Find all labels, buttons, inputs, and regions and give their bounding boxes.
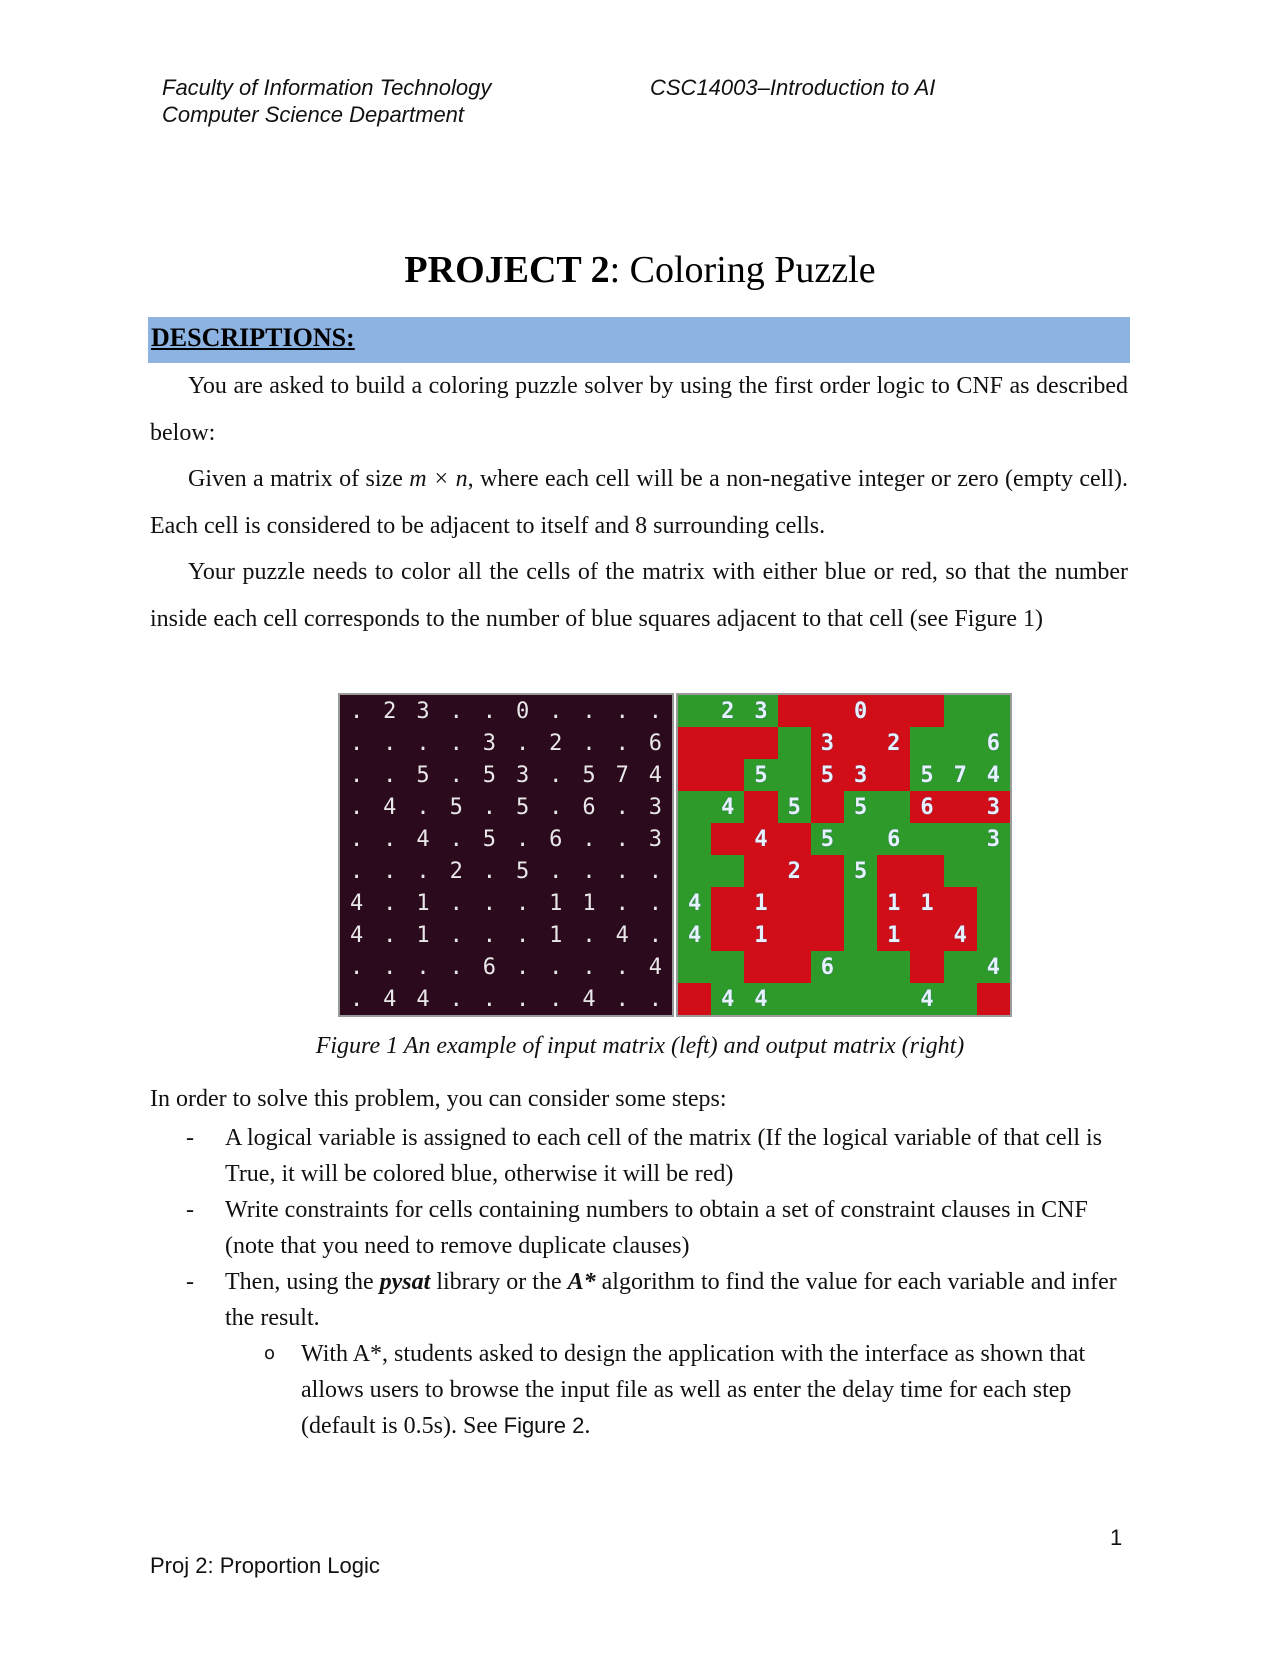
course-name: CSC14003–Introduction to AI (650, 75, 936, 100)
output-cell-blue: 4 (744, 983, 777, 1015)
step-3-text-b: library or the (430, 1269, 568, 1295)
input-cell: . (615, 858, 629, 884)
output-cell-red (944, 887, 977, 919)
paragraph-coloring-text: Your puzzle needs to color all the cells of the matrix with either blue or red, so that the number inside each cell corresponds to the number of blue squares adjacent to that cell (see Figure 1) (150, 559, 1128, 632)
output-cell-blue (910, 727, 943, 759)
input-cell: . (383, 762, 397, 788)
output-cell-blue (778, 759, 811, 791)
input-cell: . (449, 986, 463, 1012)
output-cell-blue (944, 855, 977, 887)
page-title (0, 248, 1280, 292)
input-cell: 4 (416, 986, 430, 1012)
input-cell: 5 (482, 826, 497, 852)
input-cell: . (349, 794, 364, 820)
output-cell-blue (844, 983, 877, 1015)
input-cell: . (648, 922, 663, 948)
output-cell-red (744, 951, 777, 983)
output-cell-red (678, 759, 711, 791)
output-cell-red (778, 695, 811, 727)
input-cell: . (383, 858, 397, 884)
output-cell-blue (944, 951, 977, 983)
output-cell-red (744, 727, 777, 759)
output-cell-red (877, 759, 910, 791)
input-cell: . (515, 730, 530, 756)
output-cell-blue (977, 887, 1010, 919)
input-cell: . (449, 890, 463, 916)
page-number: 1 (1110, 1525, 1123, 1550)
output-cell-red (711, 887, 744, 919)
output-cell-blue: 5 (778, 791, 811, 823)
output-cell-red: 0 (844, 695, 877, 727)
input-cell: . (615, 730, 629, 756)
page-footer: Proj 2: Proportion Logic (150, 1553, 380, 1578)
input-cell: 3 (648, 826, 663, 852)
input-cell: 4 (383, 794, 397, 820)
output-cell-red (678, 727, 711, 759)
input-cell: . (349, 826, 364, 852)
output-cell-red: 5 (811, 759, 844, 791)
output-cell-blue (711, 951, 744, 983)
input-cell: 5 (515, 794, 530, 820)
input-cell: 1 (416, 922, 430, 948)
input-cell: 5 (482, 762, 497, 788)
faculty-name: Faculty of Information Technology (162, 75, 492, 100)
paragraph-intro (150, 363, 1128, 457)
output-cell-blue: 4 (678, 919, 711, 951)
output-cell-red: 4 (944, 919, 977, 951)
output-cell-red (877, 695, 910, 727)
output-cell-blue: 7 (944, 759, 977, 791)
output-cell-red (711, 823, 744, 855)
input-cell: 3 (416, 698, 430, 724)
output-cell-blue (944, 695, 977, 727)
page-header-left (162, 74, 491, 128)
step-2-dash: - (186, 1197, 194, 1223)
output-cell-red (811, 887, 844, 919)
input-cell: . (515, 826, 530, 852)
output-cell-blue: 6 (811, 951, 844, 983)
input-cell: . (648, 858, 663, 884)
input-cell: . (349, 730, 364, 756)
section-heading-bar (148, 317, 1130, 363)
input-cell: 4 (582, 986, 596, 1012)
input-cell: . (349, 762, 364, 788)
input-cell: 4 (648, 954, 663, 980)
output-cell-blue (844, 951, 877, 983)
input-cell: . (482, 890, 497, 916)
output-cell-blue: 4 (711, 791, 744, 823)
step-1-text: A logical variable is assigned to each cell of the matrix (If the logical variable of that cell is True, it will be colored blue, otherwise it will be red) (225, 1125, 1103, 1187)
output-cell-red (811, 919, 844, 951)
title-project: PROJECT 2 (404, 249, 610, 291)
input-cell: 3 (515, 762, 530, 788)
input-cell: . (416, 730, 430, 756)
matrix-size-expression: m × n (409, 466, 468, 492)
input-cell: . (416, 858, 430, 884)
output-cell-red: 2 (778, 855, 811, 887)
input-cell: . (515, 890, 530, 916)
output-cell-red: 3 (977, 791, 1010, 823)
input-matrix (338, 693, 674, 1017)
input-cell: 1 (416, 890, 430, 916)
output-cell-red (711, 727, 744, 759)
input-cell: . (515, 986, 530, 1012)
input-cell: . (515, 954, 530, 980)
output-cell-blue: 5 (844, 855, 877, 887)
input-cell: 5 (416, 762, 430, 788)
output-cell-red (678, 983, 711, 1015)
output-cell-red (910, 855, 943, 887)
output-matrix (676, 693, 1012, 1017)
output-cell-blue (844, 887, 877, 919)
department-name: Computer Science Department (162, 102, 465, 127)
input-cell: . (449, 698, 463, 724)
output-cell-blue (778, 727, 811, 759)
input-cell: . (549, 762, 563, 788)
output-cell-red: 1 (877, 887, 910, 919)
input-cell: . (482, 922, 497, 948)
input-cell: 5 (582, 762, 596, 788)
input-cell: . (615, 826, 629, 852)
substep-bullet: o (264, 1343, 276, 1364)
input-cell: . (615, 698, 629, 724)
output-cell-blue: 6 (877, 823, 910, 855)
output-cell-blue (877, 983, 910, 1015)
input-cell: . (383, 954, 397, 980)
title-rest: : Coloring Puzzle (609, 249, 876, 291)
input-cell: . (482, 794, 497, 820)
step-3-text-a: Then, using the (225, 1269, 380, 1295)
input-cell: . (549, 698, 563, 724)
input-cell: . (349, 698, 364, 724)
input-cell: . (349, 858, 364, 884)
output-cell-blue: 6 (977, 727, 1010, 759)
input-cell: 6 (482, 954, 497, 980)
input-cell: . (416, 954, 430, 980)
step-2-text: Write constraints for cells containing numbers to obtain a set of constraint clauses in CNF (note that you need to remove duplicate clauses) (225, 1197, 1088, 1259)
paragraph-matrix-post: , where each cell will be a non-negative integer or zero (empty cell). Each cell is considered to be adjacent to itself and 8 surrounding cells. (150, 466, 1129, 539)
input-cell: 4 (416, 826, 430, 852)
input-cell: . (482, 858, 497, 884)
input-cell: 4 (349, 922, 364, 948)
astar-term: A* (567, 1269, 596, 1295)
input-cell: . (383, 826, 397, 852)
output-cell-blue: 5 (910, 759, 943, 791)
output-cell-blue: 5 (744, 759, 777, 791)
input-cell: 5 (515, 858, 530, 884)
output-cell-blue: 4 (678, 887, 711, 919)
output-cell-blue (678, 791, 711, 823)
input-cell: 4 (383, 986, 397, 1012)
paragraph-matrix-pre: Given a matrix of size (188, 466, 410, 492)
output-cell-blue: 3 (977, 823, 1010, 855)
input-cell: . (582, 698, 596, 724)
input-cell: 4 (615, 922, 629, 948)
output-cell-red (778, 919, 811, 951)
input-cell: 1 (549, 922, 563, 948)
input-cell: 6 (549, 826, 563, 852)
output-cell-red: 3 (844, 759, 877, 791)
output-cell-red (811, 791, 844, 823)
input-cell: . (582, 826, 596, 852)
input-cell: . (349, 986, 364, 1012)
output-cell-blue (877, 951, 910, 983)
input-cell: 2 (549, 730, 563, 756)
output-cell-blue: 4 (977, 759, 1010, 791)
output-cell-red (910, 951, 943, 983)
section-heading: DESCRIPTIONS: (151, 323, 355, 352)
input-cell: 7 (615, 762, 629, 788)
output-cell-blue (778, 983, 811, 1015)
output-cell-red (977, 983, 1010, 1015)
output-cell-blue: 4 (977, 951, 1010, 983)
input-cell: . (515, 922, 530, 948)
output-cell-red: 6 (910, 791, 943, 823)
input-cell: . (582, 730, 596, 756)
output-cell-blue: 3 (744, 695, 777, 727)
input-cell: 6 (582, 794, 596, 820)
input-cell: 3 (648, 794, 663, 820)
input-cell: 2 (449, 858, 463, 884)
input-cell: 4 (349, 890, 364, 916)
output-cell-blue (944, 983, 977, 1015)
output-cell-red (778, 951, 811, 983)
output-cell-red (844, 727, 877, 759)
paragraph-coloring (150, 549, 1128, 643)
input-cell: . (449, 730, 463, 756)
input-cell: 5 (449, 794, 463, 820)
substep-text-main: With A*, students asked to design the application with the interface as shown that allows users to browse the input file as well as enter the delay time for each step (default is 0.5s). See (301, 1341, 1086, 1439)
output-cell-blue: 5 (844, 791, 877, 823)
output-cell-blue: 2 (711, 695, 744, 727)
output-cell-blue (977, 855, 1010, 887)
output-cell-blue (877, 791, 910, 823)
pysat-term: pysat (379, 1269, 431, 1295)
output-cell-red (744, 791, 777, 823)
input-cell: 1 (549, 890, 563, 916)
input-cell: 2 (383, 698, 397, 724)
input-cell: . (482, 986, 497, 1012)
paragraph-intro-text: You are asked to build a coloring puzzle solver by using the first order logic to CNF as described below: (150, 373, 1128, 446)
step-3-text (225, 1264, 1130, 1336)
figure-1-caption: Figure 1 An example of input matrix (left) and output matrix (right) (315, 1033, 965, 1059)
input-cell: . (449, 954, 463, 980)
input-cell: 4 (648, 762, 663, 788)
output-cell-red: 1 (877, 919, 910, 951)
output-cell-blue (944, 727, 977, 759)
output-cell-red (711, 759, 744, 791)
output-cell-blue: 4 (910, 983, 943, 1015)
output-cell-red (711, 919, 744, 951)
steps-intro: In order to solve this problem, you can consider some steps: (150, 1086, 727, 1112)
output-cell-blue (711, 855, 744, 887)
input-cell: . (549, 954, 563, 980)
input-cell: . (615, 890, 629, 916)
output-cell-red: 3 (811, 727, 844, 759)
output-cell-red (944, 791, 977, 823)
output-cell-red: 4 (744, 823, 777, 855)
output-cell-blue: 5 (811, 823, 844, 855)
input-cell: . (416, 794, 430, 820)
input-cell: 6 (648, 730, 663, 756)
step-1-dash: - (186, 1125, 194, 1151)
input-cell: 1 (582, 890, 596, 916)
input-cell: . (615, 986, 629, 1012)
output-cell-blue (678, 823, 711, 855)
output-cell-red: 2 (877, 727, 910, 759)
input-cell: . (582, 858, 596, 884)
input-cell: . (648, 698, 663, 724)
substep-text-end: . (584, 1413, 591, 1439)
output-cell-red: 1 (744, 887, 777, 919)
output-cell-red (778, 823, 811, 855)
input-cell: . (582, 954, 596, 980)
input-cell: . (383, 922, 397, 948)
input-cell: . (615, 794, 629, 820)
input-cell: . (549, 858, 563, 884)
output-cell-red (877, 855, 910, 887)
input-cell: . (648, 890, 663, 916)
paragraph-matrix (150, 456, 1128, 550)
output-cell-blue (977, 695, 1010, 727)
output-cell-blue (977, 919, 1010, 951)
output-cell-blue (910, 823, 943, 855)
output-cell-red (778, 887, 811, 919)
output-cell-red (910, 695, 943, 727)
step-3-dash: - (186, 1269, 194, 1295)
input-cell: . (482, 698, 497, 724)
input-cell: . (549, 986, 563, 1012)
output-cell-blue (678, 855, 711, 887)
output-cell-red (811, 695, 844, 727)
output-cell-red: 1 (744, 919, 777, 951)
input-cell: . (383, 890, 397, 916)
input-cell: . (648, 986, 663, 1012)
output-cell-blue (811, 983, 844, 1015)
input-cell: . (549, 794, 563, 820)
figure-2-reference: Figure 2 (503, 1413, 585, 1438)
input-cell: . (449, 826, 463, 852)
substep-text (301, 1336, 1130, 1444)
output-cell-red (910, 919, 943, 951)
input-cell: . (449, 922, 463, 948)
input-cell: 3 (482, 730, 497, 756)
input-cell: . (582, 922, 596, 948)
output-cell-blue (844, 823, 877, 855)
input-cell: . (615, 954, 629, 980)
output-cell-red (744, 855, 777, 887)
output-cell-blue: 4 (711, 983, 744, 1015)
input-cell: 0 (515, 698, 530, 724)
output-cell-blue (944, 823, 977, 855)
output-cell-red (811, 855, 844, 887)
input-cell: . (349, 954, 364, 980)
output-cell-blue (678, 695, 711, 727)
step-3-text-c: algorithm to find the value for each variable and infer the result. (225, 1269, 1117, 1331)
output-cell-red: 1 (910, 887, 943, 919)
output-cell-blue (844, 919, 877, 951)
input-cell: . (383, 730, 397, 756)
input-cell: . (449, 762, 463, 788)
figure-1 (338, 693, 1012, 1017)
output-cell-blue (678, 951, 711, 983)
